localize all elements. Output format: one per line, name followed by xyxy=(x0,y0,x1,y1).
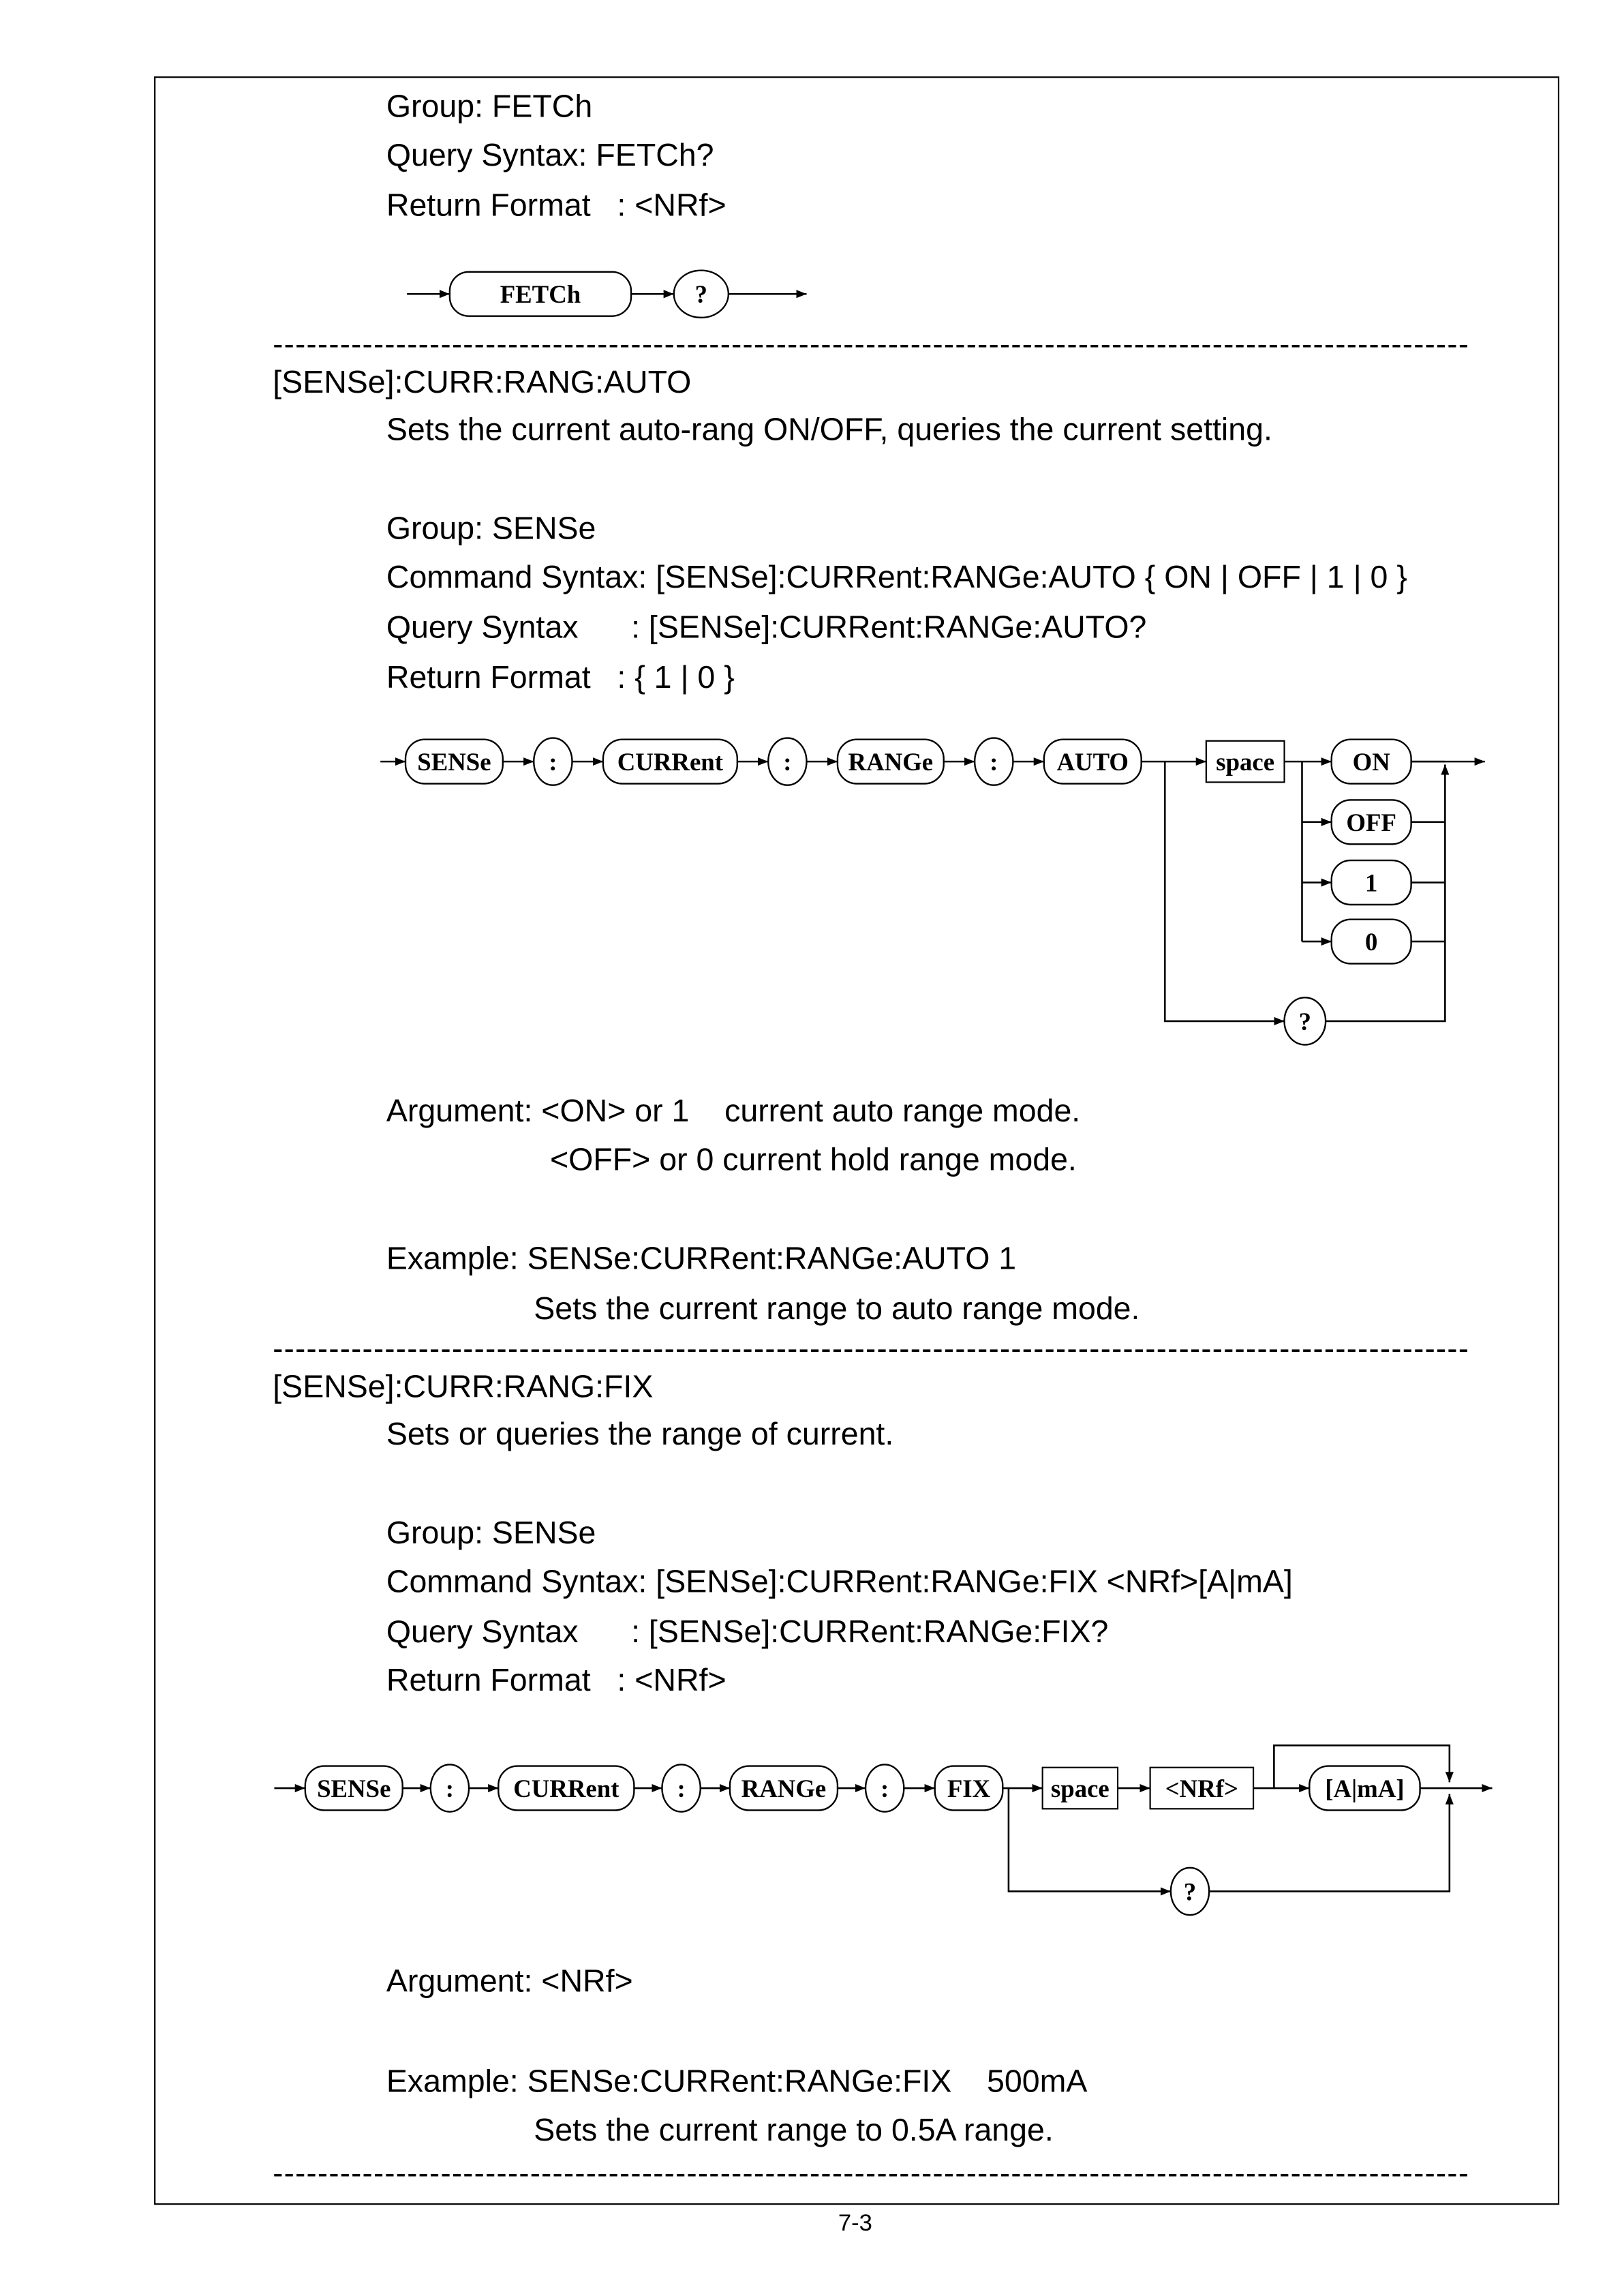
space-label: space xyxy=(1050,1774,1110,1802)
auto-command-syntax: Command Syntax: [SENSe]:CURRent:RANGe:AUTO { ON | OFF | 1 | 0 } xyxy=(386,558,1407,594)
auto-heading: [SENSe]:CURR:RANG:AUTO xyxy=(273,364,692,400)
colon-label: : xyxy=(677,1774,686,1802)
auto-argument-2: <OFF> or 0 current hold range mode. xyxy=(550,1141,1077,1177)
fix-argument: Argument: <NRf> xyxy=(386,1963,633,1999)
range-label: RANGe xyxy=(848,748,934,776)
colon-label: : xyxy=(549,748,557,776)
fix-query-syntax: Query Syntax : [SENSe]:CURRent:RANGe:FIX? xyxy=(386,1613,1109,1649)
page-number: 7-3 xyxy=(838,2210,872,2237)
separator: ----------------------------------------------------------------------------------------------------------- xyxy=(273,326,1469,361)
query-label: ? xyxy=(1183,1877,1197,1906)
space-label: space xyxy=(1216,748,1275,776)
arrow xyxy=(1165,761,1284,1021)
fetch-query-syntax: Query Syntax: FETCh? xyxy=(386,137,714,173)
query-label: ? xyxy=(1298,1007,1312,1036)
fix-heading: [SENSe]:CURR:RANG:FIX xyxy=(273,1368,654,1404)
fetch-group: Group: FETCh xyxy=(386,88,593,124)
separator: ----------------------------------------------------------------------------------------------------------- xyxy=(273,1331,1469,1366)
auto-label: AUTO xyxy=(1056,748,1129,776)
fix-example: Example: SENSe:CURRent:RANGe:FIX 500mA xyxy=(386,2063,1088,2099)
sense-label: SENSe xyxy=(317,1774,391,1802)
fix-example-desc: Sets the current range to 0.5A range. xyxy=(534,2112,1054,2148)
auto-example-desc: Sets the current range to auto range mode. xyxy=(534,1290,1140,1326)
unit-label: [A|mA] xyxy=(1325,1774,1405,1802)
sense-label: SENSe xyxy=(417,748,491,776)
fix-command-syntax: Command Syntax: [SENSe]:CURRent:RANGe:FIX <NRf>[A|mA] xyxy=(386,1563,1293,1599)
option-one-label: 1 xyxy=(1364,868,1378,897)
fix-return-format: Return Format : <NRf> xyxy=(386,1662,726,1698)
current-label: CURRent xyxy=(513,1774,619,1802)
fetch-return-format: Return Format : <NRf> xyxy=(386,187,726,223)
auto-group: Group: SENSe xyxy=(386,510,596,546)
colon-label: : xyxy=(783,748,792,776)
option-off-label: OFF xyxy=(1346,808,1396,836)
colon-label: : xyxy=(990,748,998,776)
auto-description: Sets the current auto-rang ON/OFF, queries the current setting. xyxy=(386,411,1272,447)
fix-description: Sets or queries the range of current. xyxy=(386,1415,894,1451)
auto-query-syntax: Query Syntax : [SENSe]:CURRent:RANGe:AUTO? xyxy=(386,609,1147,645)
option-on-label: ON xyxy=(1352,748,1390,776)
fix-syntax-diagram xyxy=(274,1745,1492,1915)
auto-argument: Argument: <ON> or 1 current auto range mode. xyxy=(386,1093,1081,1129)
auto-example: Example: SENSe:CURRent:RANGe:AUTO 1 xyxy=(386,1240,1017,1276)
fix-group: Group: SENSe xyxy=(386,1514,596,1550)
fix-label: FIX xyxy=(947,1774,991,1802)
auto-return-format: Return Format : { 1 | 0 } xyxy=(386,659,735,695)
colon-label: : xyxy=(445,1774,455,1802)
current-label: CURRent xyxy=(617,748,723,776)
option-zero-label: 0 xyxy=(1364,928,1378,956)
auto-syntax-diagram xyxy=(380,738,1485,1045)
fetch-label: FETCh xyxy=(500,280,581,309)
range-label: RANGe xyxy=(741,1774,827,1802)
nrf-label: <NRf> xyxy=(1165,1774,1238,1802)
separator: ----------------------------------------------------------------------------------------------------------- xyxy=(273,2155,1469,2190)
colon-label: : xyxy=(881,1774,889,1802)
fetch-syntax-diagram xyxy=(407,271,806,318)
query-label: ? xyxy=(694,280,708,309)
